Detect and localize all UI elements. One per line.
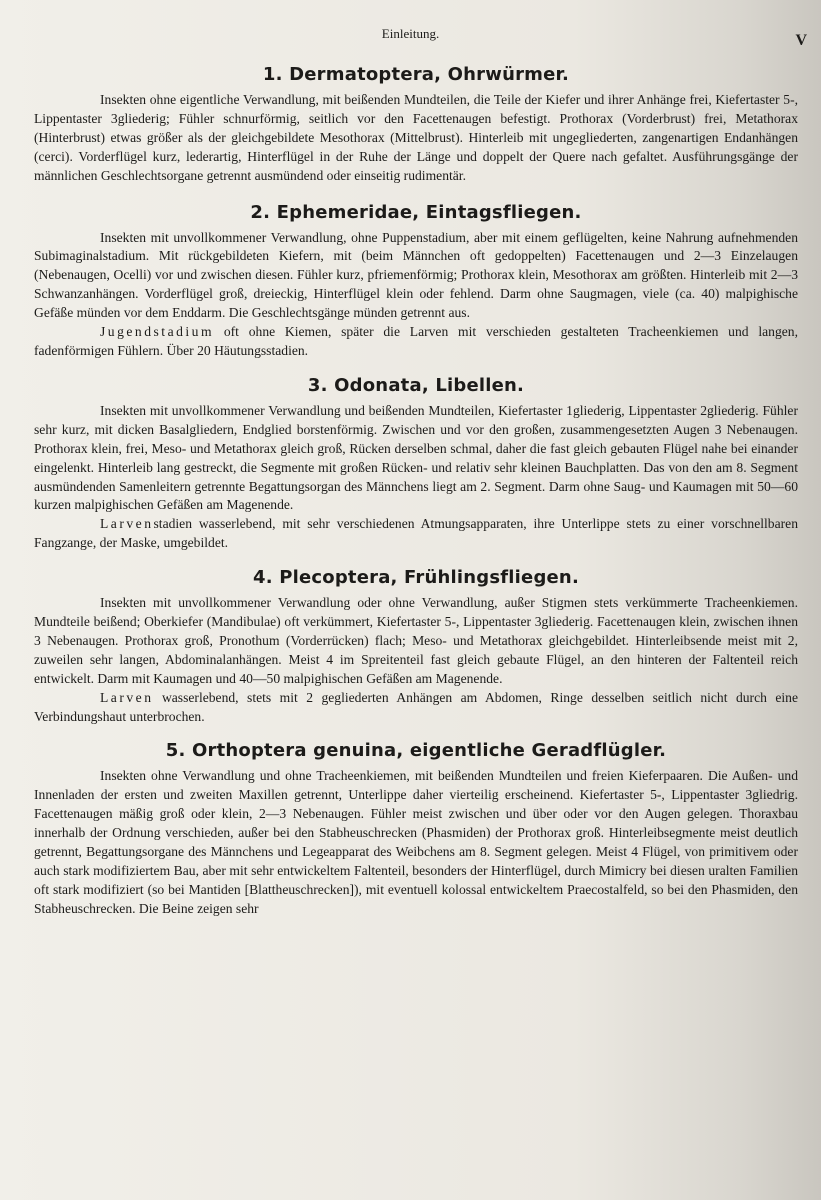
section-paragraph: Insekten ohne eigentliche Verwandlung, mit beißenden Mundteilen, die Teile der Kiefer und ihrer Anhänge frei, Kiefertaster 5-, Lippentaster 3gliederig; Fühler schnurförmig, seitlich vor den Facettenaugen befestigt. Prothorax (Vorderbrust) frei, Metathorax (Hinterbrust) etwas größer als der gleichgebildete Mesothorax (Mittelbrust). Hinterleib mit ungegliederten, zangenartigen Endanhängen (cerci). Vorderflügel kurz, lederartig, Hinterflügel in der Ruhe der Länge und doppelt der Quere nach gefaltet. Ausführungsgänge der männlichen Geschlechtsorgane getrennt ausmündend oder einseitig rudimentär. [34,92,798,183]
section-subparagraph [34,515,798,553]
section-plecoptera [34,567,798,726]
section-paragraph: Insekten mit unvollkommener Verwandlung, ohne Puppenstadium, aber mit einem geflügelten, keine Nahrung aufnehmenden Subimaginalstadium. Mit rückgebildeten Kiefern, mit (beim Männchen oft gedoppelten) Facettenaugen und 2—3 Einzelaugen (Nebenaugen, Ocelli) vor und zwischen diesen. Fühler kurz, pfriemenförmig; Prothorax klein, Mesothorax am größten. Hinterleib mit 2—3 Schwanzanhängen. Vorderflügel groß, dreieckig, Hinterflügel klein oder fehlend. Darm ohne Saugmagen, viele (ca. 40) malpighische Gefäße münden vor dem Enddarm. Die Geschlechtsgänge münden getrennt aus. [34,229,798,321]
section-heading: 4. Plecoptera, Frühlingsfliegen. [253,567,579,589]
section-heading: 2. Ephemeridae, Eintagsfliegen. [250,201,582,223]
section-paragraph: Insekten ohne Verwandlung und ohne Tracheenkiemen, mit beißenden Mundteilen und freien Kieferpaaren. Die Außen- und Innenladen der ersten und zweiten Maxillen getrennt, Unterlippe daher vierteilig erscheinend. Kiefertaster 5-, Lippentaster 3gliedrig. Facettenaugen mäßig groß oder klein, 2—3 Nebenaugen. Fühler meist zwischen und über oder vor den Augen gelegen. Thoraxbau innerhalb der Ordnung verschieden, außer bei den Stabheuschrecken (Phasmiden) der Prothorax groß. Hinterleibsegmente meist deutlich getrennt, Begattungsorgane des Männchens und Legeapparat des Weibchens am 8. Segment gelegen. Meist 4 Flügel, von primitivem oder auch stark modifiziertem Bau, aber mit sehr entwickeltem Faltenteil, besonders der Hinterflügel, durch Mimicry bei diesen uralten Familien oft stark modifiziert (so bei Mantiden [Blattheuschrecken]), mit eventuell kolossal entwickeltem Praecostalfeld, so bei den Phasmiden, den Stabheuschrecken. Die Beine zeigen sehr [34,768,798,916]
section-heading: 1. Dermatoptera, Ohrwürmer. [262,64,570,85]
section-dermatoptera [34,64,798,186]
section-subparagraph [34,323,798,361]
section-ephemeridae [34,202,798,361]
page-number: V [795,32,807,49]
spaced-lead-word: Larven [100,689,154,705]
subparagraph-text: stadien wasserlebend, mit sehr verschiedenen Atmungsapparaten, ihre Unterlippe stets zu einer vorschnellbaren Fangzange, der Maske, umgebildet. [34,516,798,551]
section-orthoptera [34,740,798,918]
section-paragraph: Insekten mit unvollkommener Verwandlung oder ohne Verwandlung, außer Stigmen stets verkümmerte Tracheenkiemen. Mundteile beißend; Oberkiefer (Mandibulae) oft verkümmert, Kiefertaster 5-, Lippentaster 3gliederig. Facettenaugen klein, zwischen ihnen 3 Nebenaugen. Prothorax groß, Pronothum (Vorderrücken) flach; Meso- und Metathorax gleichgebildet. Hinterleibsende meist mit 2, zuweilen sehr langen, Abdominalanhängen. Meist 4 im Spreitenteil fast gleich gebaute Flügel, an den hinteren der Faltenteil reich entwickelt. Darm mit Kaumagen und 40—50 malpighischen Gefäßen am Magenende. [34,595,798,686]
section-odonata [34,375,798,553]
section-subparagraph [34,689,798,727]
page-body [34,64,798,919]
section-heading: 5. Orthoptera genuina, eigentliche Geradflügler. [165,740,667,762]
subparagraph-text: wasserlebend, stets mit 2 gegliederten Anhängen am Abdomen, Ringe desselben seitlich nicht durch eine Verbindungshaut unterbrochen. [34,689,798,724]
running-head [0,24,821,49]
section-heading: 3. Odonata, Libellen. [307,374,525,396]
spaced-lead-word: Larven [100,516,154,532]
section-paragraph: Insekten mit unvollkommener Verwandlung und beißenden Mundteilen, Kiefertaster 1gliederig, Lippentaster 2gliederig. Fühler sehr kurz, mit dicken Basalgliedern, Endglied borstenförmig. Zwischen und vor den großen, zusammengesetzten Augen 3 Nebenaugen. Prothorax klein, frei, Meso- und Metathorax gleich groß, Rücken derselben schmal, daher die fast gleich gebauten Flügel nahe bei einander eingelenkt. Hinterleib lang gestreckt, die Segmente mit großen Rücken- und relativ sehr kleinen Bauchplatten. Das von den am 8. Segment ausmündenden Samenleitern getrennte Begattungsorgan des Männchens liegt am 2. Segment. Darm ohne Saug- und Kaumagen mit 50—60 kurzen malpighischen Gefäßen am Magenende. [34,402,798,513]
subparagraph-text: oft ohne Kiemen, später die Larven mit verschieden gestalteten Tracheenkiemen und langen, fadenförmigen Fühlern. Über 20 Häutungsstadien. [34,324,798,358]
running-title: Einleitung. [381,26,440,41]
spaced-lead-word: Jugendstadium [100,324,215,340]
